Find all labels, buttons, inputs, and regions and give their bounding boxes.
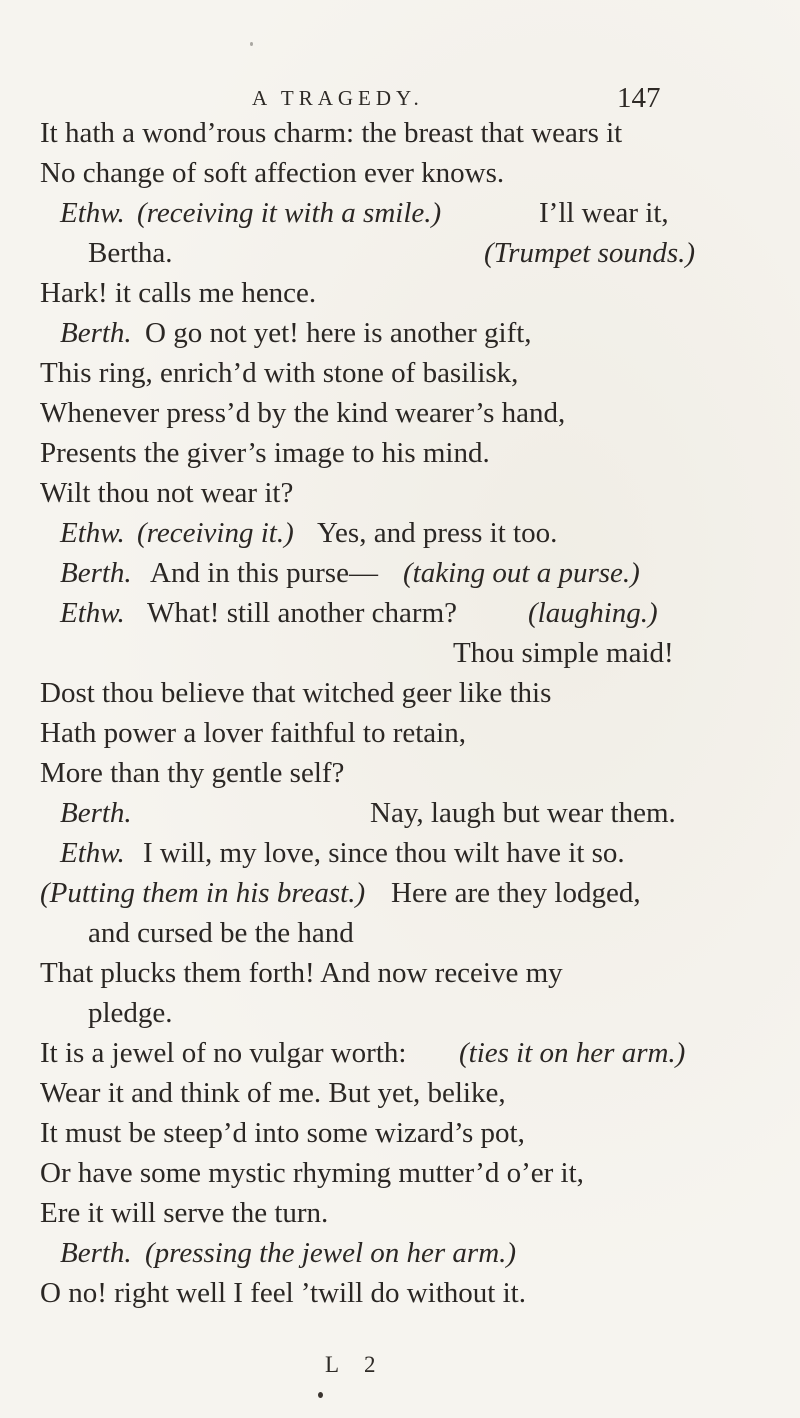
text-line — [0, 993, 800, 1033]
text-line — [0, 1113, 800, 1153]
text-line — [0, 353, 800, 393]
ink-speck — [250, 42, 253, 46]
text-line — [0, 1273, 800, 1313]
signature-mark: L 2 — [325, 1352, 386, 1377]
text-line — [0, 233, 800, 273]
verse-line: Hark! it calls me hence. — [40, 277, 317, 309]
page-number: 147 — [617, 82, 661, 114]
play-text — [0, 113, 800, 1313]
text-line — [0, 153, 800, 193]
speaker-name: Ethw. — [60, 197, 125, 229]
stage-direction: (Trumpet sounds.) — [484, 237, 696, 269]
verse-line: It must be steep’d into some wizard’s pot, — [40, 1117, 525, 1149]
text-line — [0, 593, 800, 633]
verse-line: It is a jewel of no vulgar worth: — [40, 1037, 407, 1069]
stage-direction: (ties it on her arm.) — [459, 1037, 686, 1069]
text-line — [0, 1233, 800, 1273]
stage-direction: (taking out a purse.) — [403, 557, 640, 589]
verse-line: I will, my love, since thou wilt have it so. — [143, 837, 625, 869]
speaker-name: Berth. — [60, 557, 132, 589]
text-line — [0, 713, 800, 753]
text-line — [0, 793, 800, 833]
verse-line: Hath power a lover faithful to retain, — [40, 717, 466, 749]
verse-line: O go not yet! here is another gift, — [145, 317, 532, 349]
text-line — [0, 873, 800, 913]
speaker-name: Berth. — [60, 797, 132, 829]
verse-line: Bertha. — [88, 237, 173, 269]
stage-direction: (pressing the jewel on her arm.) — [145, 1237, 517, 1269]
stage-direction: (receiving it.) — [137, 517, 294, 549]
verse-line: Here are they lodged, — [391, 877, 641, 909]
verse-line: Wilt thou not wear it? — [40, 477, 294, 509]
text-line — [0, 1073, 800, 1113]
text-line — [0, 313, 800, 353]
verse-line: This ring, enrich’d with stone of basilisk, — [40, 357, 519, 389]
text-line — [0, 1033, 800, 1073]
verse-line: Presents the giver’s image to his mind. — [40, 437, 490, 469]
speaker-name: Berth. — [60, 317, 132, 349]
stage-direction: (Putting them in his breast.) — [40, 877, 366, 909]
text-line — [0, 1153, 800, 1193]
text-line — [0, 433, 800, 473]
verse-line: No change of soft affection ever knows. — [40, 157, 505, 189]
verse-line: Thou simple maid! — [453, 637, 674, 669]
ink-speck — [318, 1392, 323, 1398]
text-line — [0, 193, 800, 233]
text-line — [0, 473, 800, 513]
verse-line: What! still another charm? — [147, 597, 458, 629]
text-line — [0, 753, 800, 793]
verse-line: And in this purse— — [150, 557, 378, 589]
verse-line: Dost thou believe that witched geer like this — [40, 677, 552, 709]
text-line — [0, 913, 800, 953]
stage-direction: (receiving it with a smile.) — [137, 197, 442, 229]
text-line — [0, 553, 800, 593]
verse-line: That plucks them forth! And now receive my — [40, 957, 563, 989]
running-head: A TRAGEDY. — [252, 86, 424, 110]
text-line — [0, 1193, 800, 1233]
speaker-name: Ethw. — [60, 517, 125, 549]
text-line — [0, 513, 800, 553]
verse-line: and cursed be the hand — [88, 917, 354, 949]
text-line — [0, 273, 800, 313]
speaker-name: Ethw. — [60, 837, 125, 869]
verse-line: I’ll wear it, — [539, 197, 669, 229]
stage-direction: (laughing.) — [528, 597, 658, 629]
verse-line: Or have some mystic rhyming mutter’d o’er it, — [40, 1157, 584, 1189]
text-line — [0, 953, 800, 993]
text-line — [0, 673, 800, 713]
verse-line: Ere it will serve the turn. — [40, 1197, 329, 1229]
verse-line: It hath a wond’rous charm: the breast that wears it — [40, 117, 623, 149]
text-line — [0, 633, 800, 673]
speaker-name: Ethw. — [60, 597, 125, 629]
verse-line: Nay, laugh but wear them. — [370, 797, 676, 829]
verse-line: Wear it and think of me. But yet, belike, — [40, 1077, 506, 1109]
text-line — [0, 393, 800, 433]
verse-line: More than thy gentle self? — [40, 757, 345, 789]
text-line — [0, 833, 800, 873]
speaker-name: Berth. — [60, 1237, 132, 1269]
text-line — [0, 113, 800, 153]
verse-line: Yes, and press it too. — [317, 517, 558, 549]
verse-line: O no! right well I feel ’twill do without it. — [40, 1277, 526, 1309]
verse-line: pledge. — [88, 997, 173, 1029]
verse-line: Whenever press’d by the kind wearer’s hand, — [40, 397, 566, 429]
